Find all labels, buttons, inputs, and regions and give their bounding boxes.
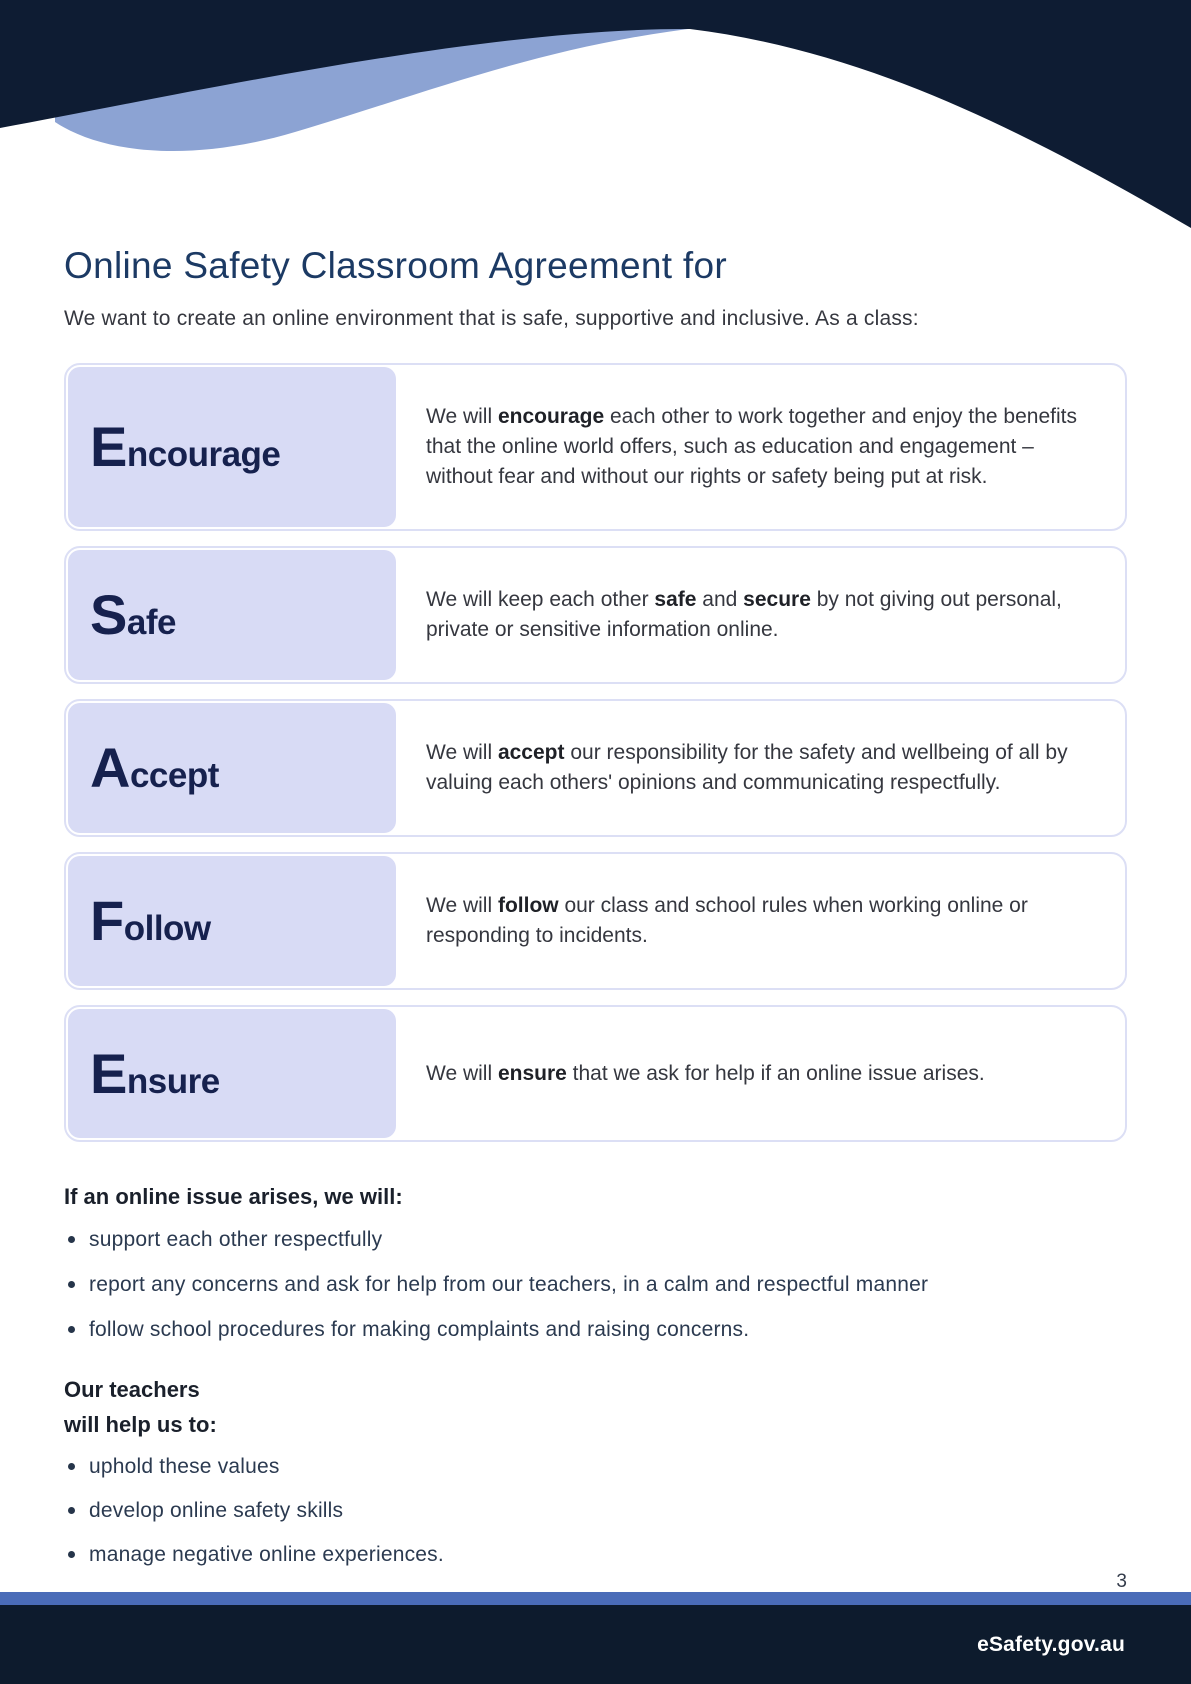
agreement-row [64,546,1127,684]
intro-text: We want to create an online environment that is safe, supportive and inclusive. As a class: [64,307,919,330]
bullet-text: support each other respectfully [89,1228,383,1252]
bullet-text: follow school procedures for making complaints and raising concerns. [89,1318,750,1342]
row-description: We will ensure that we ask for help if an online issue arises. [426,1061,985,1085]
agreement-row [64,1005,1127,1142]
bullet-text: manage negative online experiences. [89,1542,444,1566]
keyword-label [90,736,219,800]
row-description: We will accept our responsibility for the safety and wellbeing of all by valuing each others' opinions and communicating respectfully. [426,741,1068,795]
keyword-label [90,889,211,953]
bullet-dot [68,1507,75,1514]
footer-link[interactable]: eSafety.gov.au [977,1632,1125,1656]
keyword-label [90,1041,220,1105]
bullet-text: uphold these values [89,1454,280,1478]
keyword-rest: afe [126,603,176,643]
agreement-row [64,363,1127,531]
agreement-rows [64,363,1127,1142]
page-footer [0,1592,1191,1684]
keyword-initial: E [90,415,127,479]
bullet-dot [68,1236,75,1243]
bullet-dot [68,1326,75,1333]
keyword-initial: S [90,583,127,647]
page-number: 3 [1116,1570,1127,1592]
keyword-label [90,583,176,647]
page-content [64,235,1127,1593]
bullet-text: report any concerns and ask for help from our teachers, in a calm and respectful manner [89,1273,929,1297]
row-description: We will keep each other safe and secure by not giving out personal, private or sensitive information online. [426,588,1062,642]
keyword-rest: nsure [126,1061,220,1101]
bullet-dot [68,1281,75,1288]
bullet-item [64,1228,1127,1252]
keyword-rest: ccept [129,756,219,796]
keyword-initial: A [90,736,130,800]
page-title: Online Safety Classroom Agreement for [64,245,728,286]
issue-heading: If an online issue arises, we will: [64,1184,403,1210]
bullet-text: develop online safety skills [89,1498,344,1522]
agreement-row [64,852,1127,990]
teacher-heading-line2: will help us to: [64,1412,217,1438]
bullet-dot [68,1463,75,1470]
keyword-box [68,856,396,986]
agreement-row [64,699,1127,837]
footer-stripe [0,1592,1191,1605]
bullet-item [64,1318,1127,1342]
keyword-box [68,1009,396,1138]
teacher-heading-line1: Our teachers [64,1377,200,1403]
keyword-rest: ncourage [126,435,281,475]
teacher-heading-block [64,1372,1127,1442]
bullet-item [64,1273,1127,1297]
bullet-item [64,1499,1127,1523]
keyword-initial: E [90,1041,127,1105]
bullet-item [64,1543,1127,1567]
row-description: We will encourage each other to work together and enjoy the benefits that the online world offers, such as education and engagement – without fear and without our rights or safety being put at risk. [426,405,1077,489]
bullet-dot [68,1551,75,1558]
keyword-initial: F [90,889,124,953]
header-wave [0,0,1191,235]
bullet-item [64,1455,1127,1479]
row-description: We will follow our class and school rules when working online or responding to incidents. [426,894,1028,948]
keyword-box [68,367,396,527]
keyword-rest: ollow [123,909,211,949]
issue-bullet-list [64,1228,1127,1342]
footer-bar [0,1605,1191,1684]
teacher-bullet-list [64,1455,1127,1567]
keyword-label [90,415,281,479]
keyword-box [68,703,396,833]
keyword-box [68,550,396,680]
